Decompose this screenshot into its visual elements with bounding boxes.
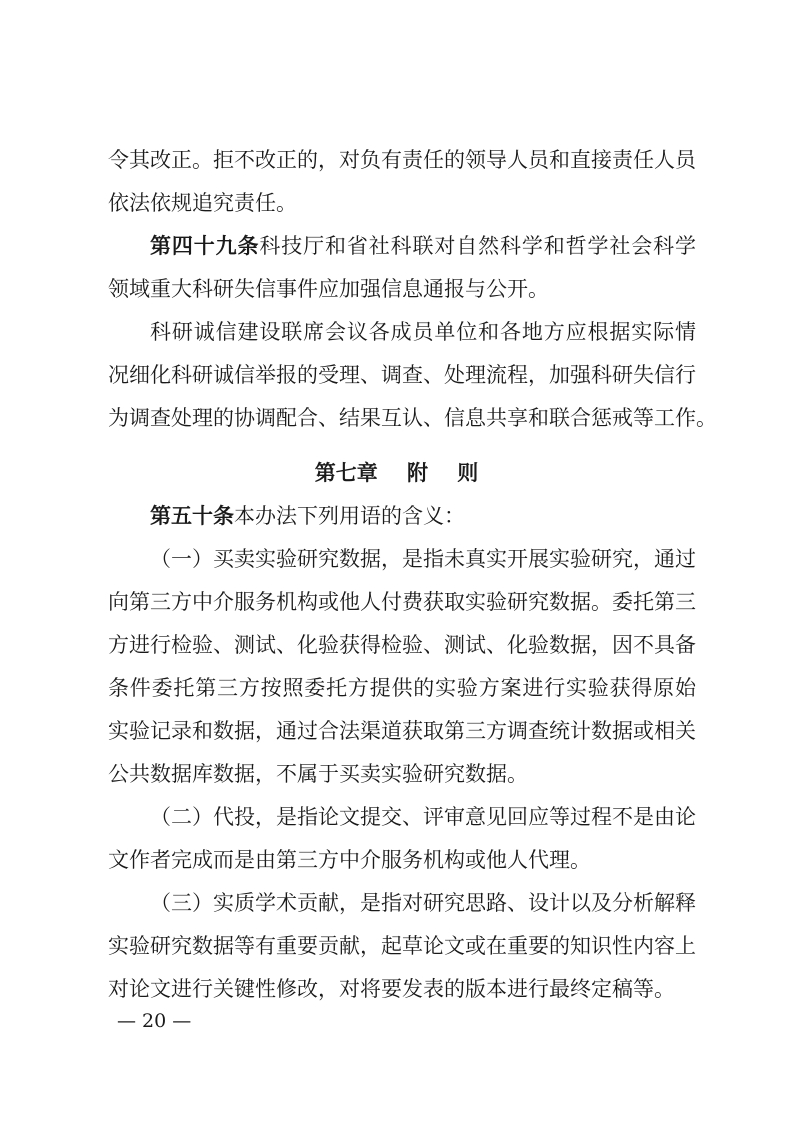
paragraph-line: 方进行检验、测试、化验获得检验、测试、化验数据，因不具备 [108,633,696,657]
paragraph-line: 实验研究数据等有重要贡献，起草论文或在重要的知识性内容上 [108,934,696,958]
paragraph-line: 况细化科研诚信举报的受理、调查、处理流程，加强科研失信行 [108,363,696,387]
paragraph-line: 公共数据库数据，不属于买卖实验研究数据。 [108,762,528,786]
paragraph-line: 令其改正。拒不改正的，对负有责任的领导人员和直接责任人员 [108,148,696,172]
paragraph-line: 条件委托第三方按照委托方提供的实验方案进行实验获得原始 [108,676,696,700]
paragraph-line: 科研诚信建设联席会议各成员单位和各地方应根据实际情 [150,320,696,344]
paragraph-text: 科技厅和省社科联对自然科学和哲学社会科学 [259,234,696,258]
paragraph-line: 为调查处理的协调配合、结果互认、信息共享和联合惩戒等工作。 [108,406,717,430]
paragraph-line: （二）代投，是指论文提交、评审意见回应等过程不是由论 [150,805,696,829]
article-49-first-line [150,232,696,260]
chapter-title: 第七章 附 则 [314,460,479,485]
paragraph-line: 实验记录和数据，通过合法渠道获取第三方调查统计数据或相关 [108,719,696,743]
article-heading: 第五十条 [150,503,234,528]
paragraph-line: 文作者完成而是由第三方中介服务机构或他人代理。 [108,848,591,872]
paragraph-line: （三）实质学术贡献，是指对研究思路、设计以及分析解释 [150,891,696,915]
paragraph-line: 向第三方中介服务机构或他人付费获取实验研究数据。委托第三 [108,590,696,614]
article-heading: 第四十九条 [150,233,260,258]
paragraph-text: 本办法下列用语的含义： [234,504,465,528]
page-number: — 20 — [117,1010,192,1032]
paragraph-line: 领域重大科研失信事件应加强信息通报与公开。 [108,277,549,301]
article-50-line [150,502,696,530]
paragraph-line: 对论文进行关键性修改，对将要发表的版本进行最终定稿等。 [108,977,675,1001]
paragraph-line: 依法依规追究责任。 [108,191,297,215]
paragraph-line: （一）买卖实验研究数据，是指未真实开展实验研究，通过 [150,547,696,571]
